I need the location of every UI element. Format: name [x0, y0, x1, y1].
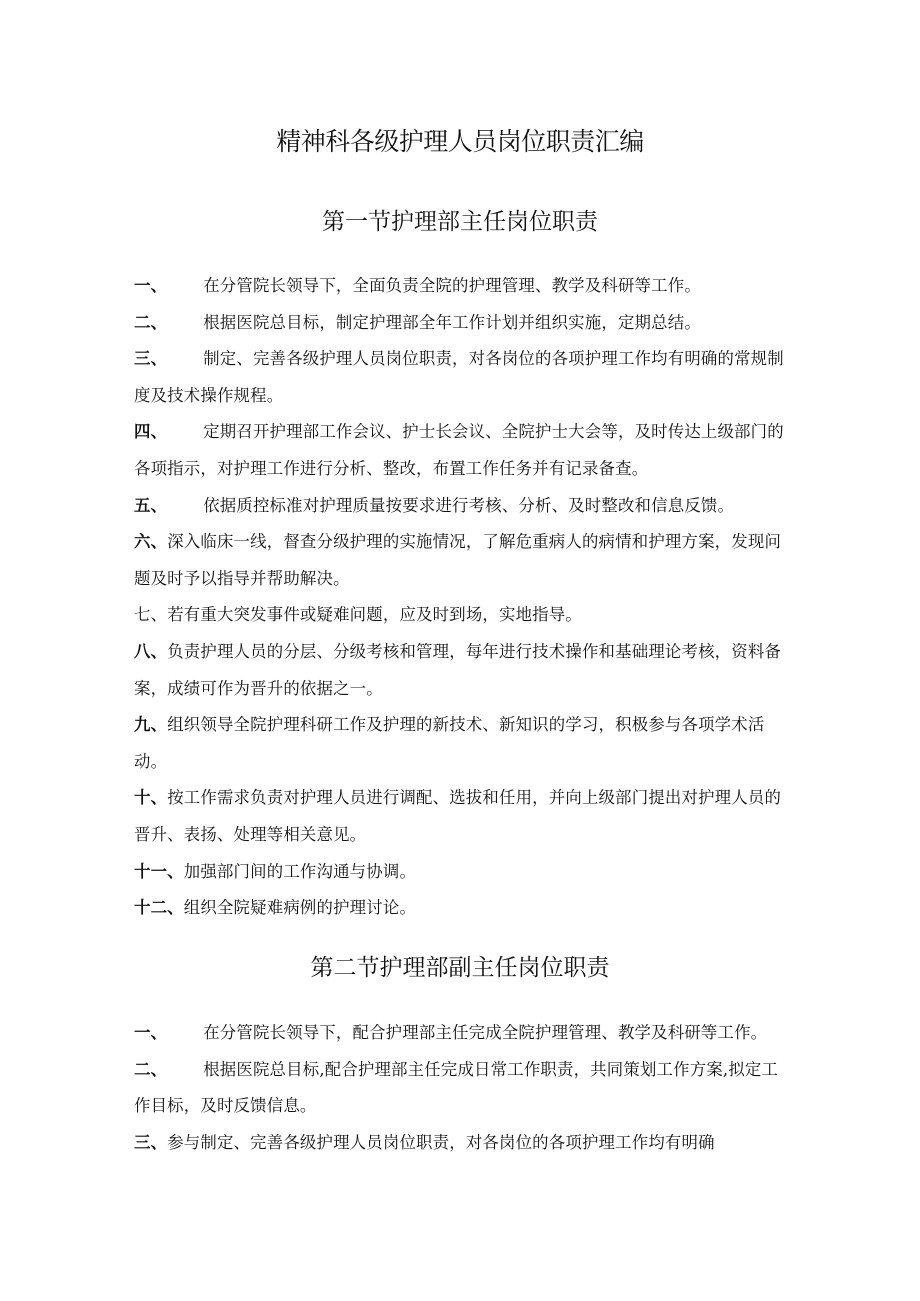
list-item [134, 341, 789, 414]
item-text: 按工作需求负责对护理人员进行调配、选拔和任用，并向上级部门提出对护理人员的晋升、表扬、处理等相关意见。 [134, 788, 782, 844]
item-number: 三、 [134, 1132, 168, 1152]
item-text: 依据质控标准对护理质量按要求进行考核、分析、及时整改和信息反馈。 [203, 495, 735, 515]
list-item [134, 854, 789, 891]
item-text: 定期召开护理部工作会议、护士长会议、全院护士大会等，及时传达上级部门的各项指示，对护理工作进行分析、整改，布置工作任务并有记录备查。 [134, 422, 784, 478]
item-number: 五、 [134, 495, 168, 515]
item-text: 参与制定、完善各级护理人员岗位职责，对各岗位的各项护理工作均有明确 [167, 1132, 715, 1152]
item-number: 八、 [134, 641, 168, 661]
list-item [134, 1015, 789, 1052]
list-item [134, 414, 789, 487]
list-item [134, 305, 789, 342]
item-text: 根据医院总目标，制定护理部全年工作计划并组织实施，定期总结。 [203, 312, 701, 332]
list-item [134, 707, 789, 780]
item-text: 负责护理人员的分层、分级考核和管理，每年进行技术操作和基础理论考核，资料备案，成绩可作为晋升的依据之一。 [134, 641, 782, 698]
item-number: 一、 [134, 1023, 168, 1042]
item-text: 组织领导全院护理科研工作及护理的新技术、新知识的学习，积极参与各项学术活动。 [134, 715, 765, 771]
item-number: 二、 [134, 1059, 168, 1079]
item-number: 四、 [134, 422, 168, 442]
item-text: 深入临床一线，督查分级护理的实施情况，了解危重病人的病情和护理方案，发现问题及时予以指导并帮助解决。 [134, 532, 782, 588]
list-item [134, 1125, 789, 1162]
item-text: 若有重大突发事件或疑难问题，应及时到场，实地指导。 [167, 605, 582, 625]
item-number: 七、 [134, 605, 168, 625]
list-item [134, 1052, 789, 1125]
item-number: 二、 [134, 312, 168, 332]
item-number: 六、 [134, 532, 168, 552]
item-text: 在分管院长领导下，配合护理部主任完成全院护理管理、教学及科研等工作。 [203, 1023, 768, 1042]
item-text: 根据医院总目标,配合护理部主任完成日常工作职责，共同策划工作方案,拟定工作目标，及时反馈信息。 [134, 1059, 779, 1116]
item-text: 制定、完善各级护理人员岗位职责，对各岗位的各项护理工作均有明确的常规制度及技术操作规程。 [134, 349, 784, 405]
item-number: 十、 [134, 788, 168, 808]
item-number: 一、 [134, 276, 168, 295]
item-text: 加强部门间的工作沟通与协调。 [183, 861, 417, 881]
list-item [134, 890, 789, 927]
list-item [134, 488, 789, 525]
document-title: 精神科各级护理人员岗位职责汇编 [276, 127, 644, 156]
section-heading-2: 第二节护理部副主任岗位职责 [310, 955, 610, 981]
section-1-items [134, 268, 789, 927]
item-number: 十二、 [134, 898, 184, 918]
section-heading-1: 第一节护理部主任岗位职责 [322, 209, 598, 235]
item-number: 十一、 [134, 861, 184, 881]
list-item [134, 268, 789, 305]
item-number: 九、 [134, 715, 168, 735]
item-text: 组织全院疑难病例的护理讨论。 [183, 898, 417, 918]
item-number: 三、 [134, 349, 168, 369]
list-item [134, 597, 789, 634]
list-item [134, 634, 789, 707]
section-2-items [134, 1015, 789, 1161]
item-text: 在分管院长领导下，全面负责全院的护理管理、教学及科研等工作。 [203, 276, 701, 295]
list-item [134, 524, 789, 597]
list-item [134, 780, 789, 853]
